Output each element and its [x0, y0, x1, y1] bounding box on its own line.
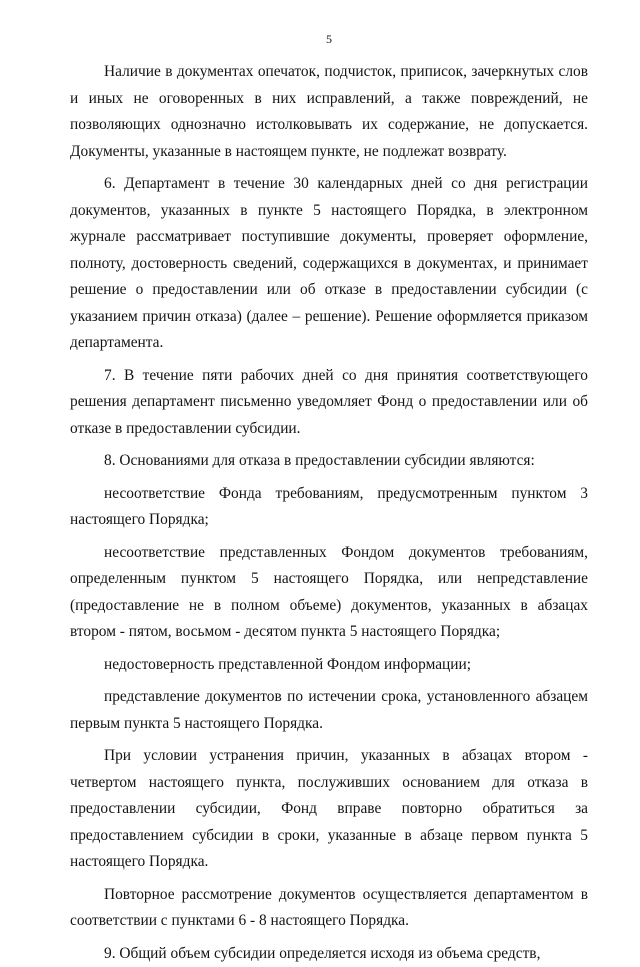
paragraph-item-8: 8. Основаниями для отказа в предоставлении субсидии являются:: [70, 448, 588, 475]
paragraph-item-6: 6. Департамент в течение 30 календарных дней со дня регистрации документов, указанных в пункте 5 настоящего Порядка, в электронном журнале рассматривает поступившие документы, проверяет оформление, полноту, достоверность сведений, содержащихся в документах, и принимает решение о предоставлении или об отказе в предоставлении субсидии (с указанием причин отказа) (далее – решение). Решение оформляется приказом департамента.: [70, 171, 588, 357]
paragraph-defects: Наличие в документах опечаток, подчисток, приписок, зачеркнутых слов и иных не оговоренных в них исправлений, а также повреждений, не позволяющих однозначно истолковывать их содержание, не допускается. Документы, указанные в настоящем пункте, не подлежат возврату.: [70, 59, 588, 165]
paragraph-reapply: При условии устранения причин, указанных в абзацах втором - четвертом настоящего пункта, послуживших основанием для отказа в предоставлении субсидии, Фонд вправе повторно обратиться за предоставлением субсидии в сроки, указанные в абзаце первом пункта 5 настоящего Порядка.: [70, 743, 588, 876]
paragraph-item-7: 7. В течение пяти рабочих дней со дня принятия соответствующего решения департамент письменно уведомляет Фонд о предоставлении или об отказе в предоставлении субсидии.: [70, 363, 588, 443]
paragraph-refusal-reason-4: представление документов по истечении срока, установленного абзацем первым пункта 5 настоящего Порядка.: [70, 684, 588, 737]
paragraph-refusal-reason-1: несоответствие Фонда требованиям, предусмотренным пунктом 3 настоящего Порядка;: [70, 481, 588, 534]
paragraph-refusal-reason-3: недостоверность представленной Фондом информации;: [70, 652, 588, 679]
paragraph-item-9: 9. Общий объем субсидии определяется исходя из объема средств,: [70, 941, 588, 967]
paragraph-re-examination: Повторное рассмотрение документов осуществляется департаментом в соответствии с пунктами 6 - 8 настоящего Порядка.: [70, 882, 588, 935]
paragraph-refusal-reason-2: несоответствие представленных Фондом документов требованиям, определенным пунктом 5 настоящего Порядка, или непредставление (предоставление не в полном объеме) документов, указанных в абзацах втором - пятом, восьмом - десятом пункта 5 настоящего Порядка;: [70, 540, 588, 646]
page-number: 5: [70, 31, 588, 47]
